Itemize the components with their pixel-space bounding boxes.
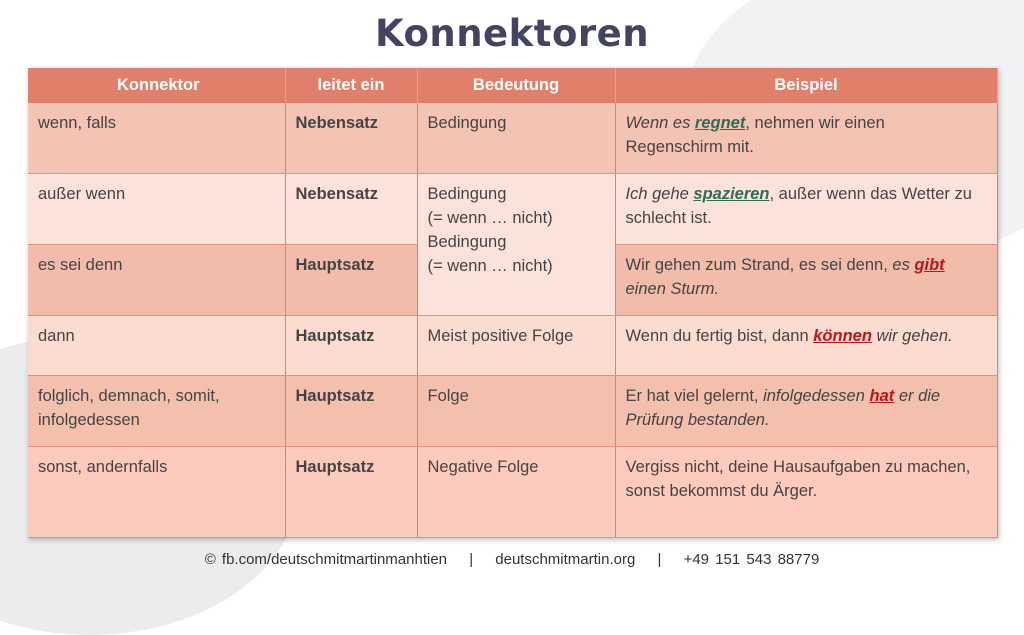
cell-bedeutung-merged	[417, 174, 615, 316]
bedeutung-line: Bedingung	[427, 233, 507, 251]
example-text: Ich gehe	[625, 185, 694, 203]
cell-konnektor: wenn, falls	[28, 103, 285, 174]
bedeutung-line: (= wenn … nicht)	[427, 257, 553, 275]
example-text: Wir gehen zum Strand, es sei denn,	[625, 256, 893, 274]
cell-konnektor: außer wenn	[28, 174, 285, 245]
footer	[0, 551, 1024, 568]
cell-leitet-ein: Hauptsatz	[285, 245, 417, 316]
cell-leitet-ein: Hauptsatz	[285, 316, 417, 376]
table-header-row	[28, 68, 997, 103]
table-row	[28, 316, 997, 376]
example-verb: können	[813, 327, 872, 345]
example-text: wir gehen.	[871, 327, 953, 345]
table-row	[28, 447, 997, 538]
cell-leitet-ein: Hauptsatz	[285, 376, 417, 447]
header-beispiel: Beispiel	[615, 68, 997, 103]
cell-leitet-ein: Nebensatz	[285, 103, 417, 174]
example-verb: regnet	[694, 114, 746, 132]
header-leitet-ein: leitet ein	[285, 68, 417, 103]
cell-konnektor: folglich, demnach, somit, infolgedessen	[28, 376, 285, 447]
example-verb: gibt	[914, 256, 945, 274]
cell-beispiel	[615, 376, 997, 447]
cell-beispiel	[615, 316, 997, 376]
cell-konnektor: sonst, andernfalls	[28, 447, 285, 538]
footer-separator: |	[469, 551, 474, 568]
cell-konnektor: es sei denn	[28, 245, 285, 316]
cell-bedeutung: Negative Folge	[417, 447, 615, 538]
cell-bedeutung: Folge	[417, 376, 615, 447]
cell-leitet-ein: Nebensatz	[285, 174, 417, 245]
footer-phone: +49 151 543 88779	[683, 551, 820, 568]
example-text: Wenn du fertig bist, dann	[625, 327, 814, 345]
table-row	[28, 174, 997, 245]
cell-bedeutung: Bedingung	[417, 103, 615, 174]
cell-beispiel	[615, 174, 997, 245]
example-text: Er hat viel gelernt,	[625, 387, 764, 405]
cell-leitet-ein: Hauptsatz	[285, 447, 417, 538]
bedeutung-line: (= wenn … nicht)	[427, 209, 553, 227]
konnektoren-table	[28, 68, 998, 538]
example-verb: spazieren	[693, 185, 770, 203]
example-text: , nehmen wir einen Regenschirm mit.	[625, 114, 885, 156]
footer-facebook-link[interactable]: © fb.com/deutschmitmartinmanhtien	[204, 551, 448, 568]
header-bedeutung: Bedeutung	[417, 68, 615, 103]
header-konnektor: Konnektor	[28, 68, 285, 103]
footer-separator: |	[657, 551, 662, 568]
example-text: er die Prüfung bestanden.	[625, 387, 941, 429]
cell-bedeutung: Meist positive Folge	[417, 316, 615, 376]
cell-beispiel	[615, 103, 997, 174]
example-text: infolgedessen	[763, 387, 870, 405]
footer-website-link[interactable]: deutschmitmartin.org	[495, 551, 636, 568]
cell-konnektor: dann	[28, 316, 285, 376]
example-text: , außer wenn das Wetter zu schlecht ist.	[625, 185, 972, 227]
table-row	[28, 376, 997, 447]
table-row	[28, 103, 997, 174]
cell-beispiel	[615, 245, 997, 316]
example-text: Wenn es	[625, 114, 695, 132]
bedeutung-line: Bedingung	[427, 185, 507, 203]
cell-beispiel	[615, 447, 997, 538]
page-title: Konnektoren	[374, 12, 650, 55]
example-text: Vergiss nicht, deine Hausaufgaben zu machen, sonst bekommst du Ärger.	[625, 458, 971, 500]
example-text: einen Sturm.	[625, 280, 720, 298]
example-verb: hat	[869, 387, 895, 405]
example-text: es	[892, 256, 915, 274]
